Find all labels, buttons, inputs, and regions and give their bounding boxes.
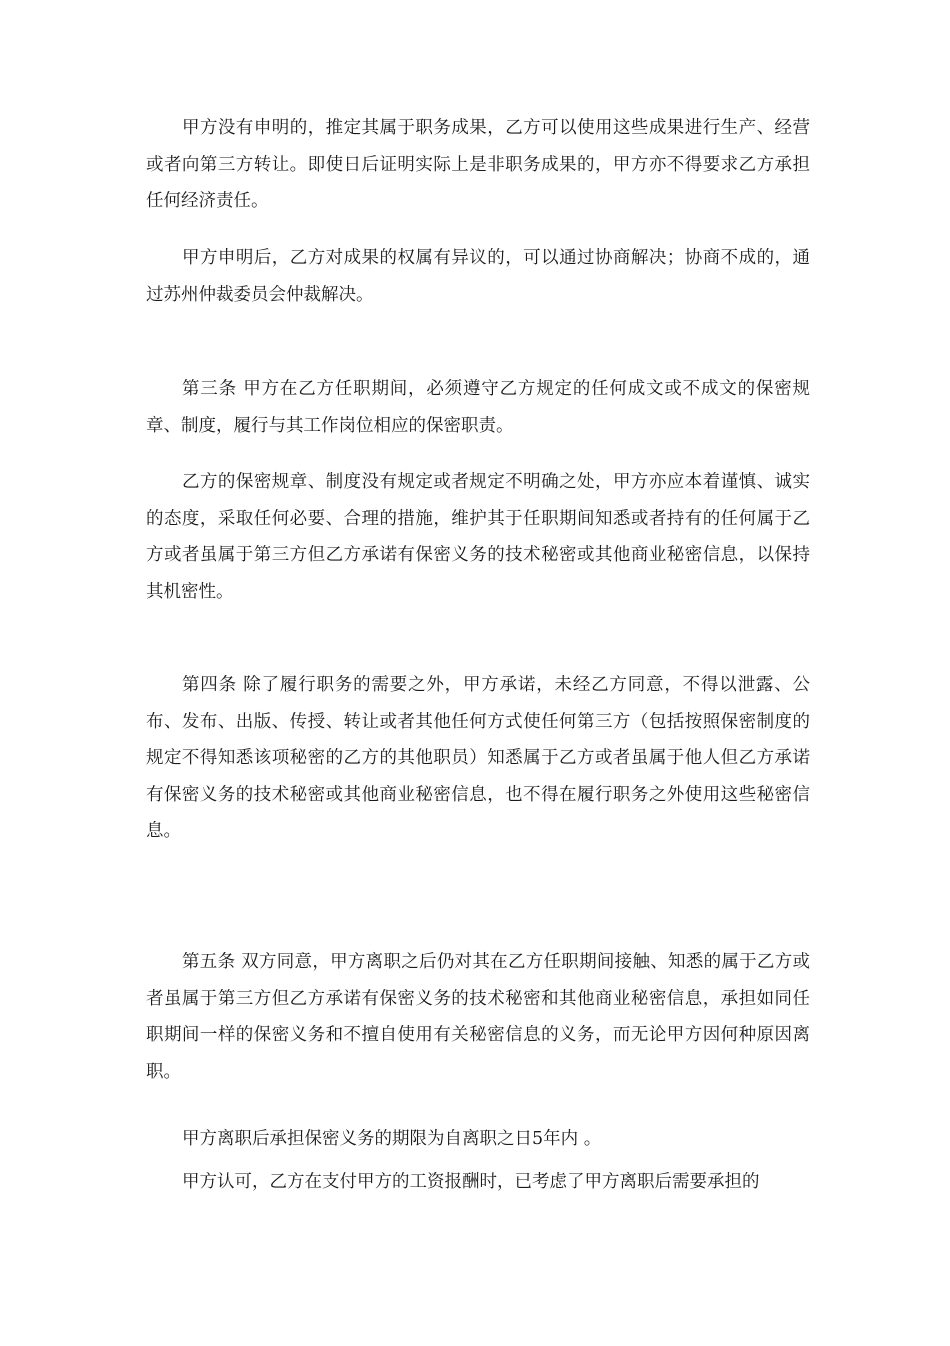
paragraph-2: 甲方申明后，乙方对成果的权属有异议的，可以通过协商解决；协商不成的，通过苏州仲裁委员会仲裁解决。: [146, 248, 810, 305]
paragraph-1: 甲方没有申明的，推定其属于职务成果，乙方可以使用这些成果进行生产、经营或者向第三方转让。即使日后证明实际上是非职务成果的，甲方亦不得要求乙方承担任何经济责任。: [146, 118, 810, 211]
paragraph-4: 乙方的保密规章、制度没有规定或者规定不明确之处，甲方亦应本着谨慎、诚实的态度，采取任何必要、合理的措施，维护其于任职期间知悉或者持有的任何属于乙方或者虽属于第三方但乙方承诺有保密义务的技术秘密或其他商业秘密信息，以保持其机密性。: [146, 472, 810, 602]
paragraph-article-3: 第三条 甲方在乙方任职期间，必须遵守乙方规定的任何成文或不成文的保密规章、制度，履行与其工作岗位相应的保密职责。: [146, 379, 810, 436]
paragraph-7: 甲方离职后承担保密义务的期限为自离职之日5年内 。: [182, 1129, 602, 1149]
paragraph-article-4: 第四条 除了履行职务的需要之外，甲方承诺，未经乙方同意，不得以泄露、公布、发布、出版、传授、转让或者其他任何方式使任何第三方（包括按照保密制度的规定不得知悉该项秘密的乙方的其他职员）知悉属于乙方或者虽属于他人但乙方承诺有保密义务的技术秘密或其他商业秘密信息，也不得在履行职务之外使用这些秘密信息。: [146, 675, 810, 841]
paragraph-article-5: 第五条 双方同意，甲方离职之后仍对其在乙方任职期间接触、知悉的属于乙方或者虽属于第三方但乙方承诺有保密义务的技术秘密和其他商业秘密信息，承担如同任职期间一样的保密义务和不擅自使用有关秘密信息的义务，而无论甲方因何种原因离职。: [146, 952, 810, 1082]
paragraph-8: 甲方认可，乙方在支付甲方的工资报酬时，已考虑了甲方离职后需要承担的: [182, 1172, 760, 1192]
